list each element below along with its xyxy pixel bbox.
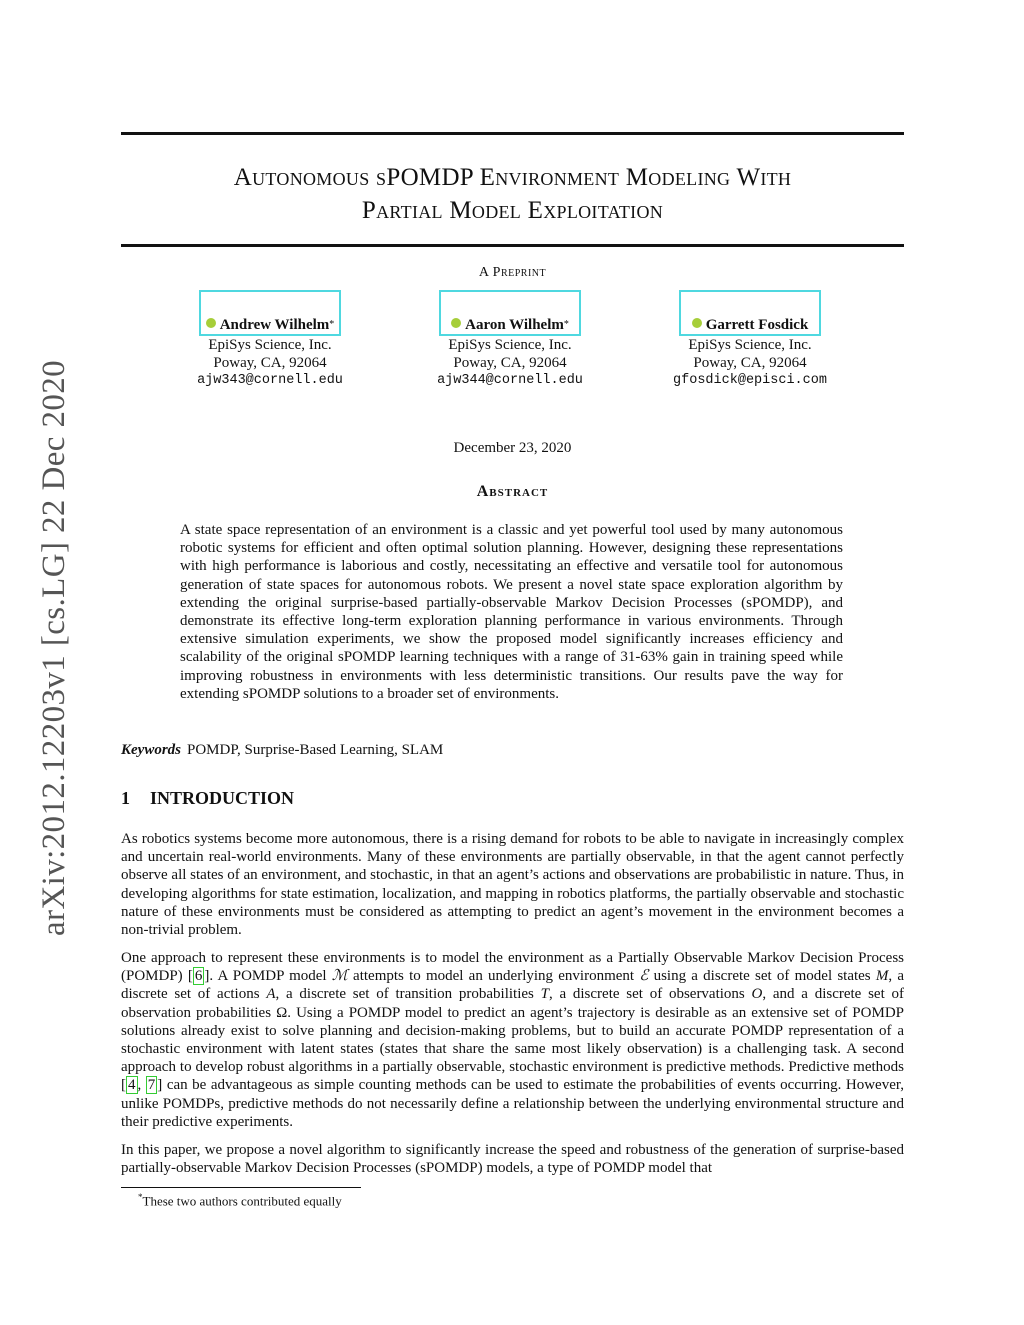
footnote-rule bbox=[121, 1187, 361, 1188]
orcid-icon[interactable] bbox=[692, 318, 702, 328]
arxiv-sidebar-id: arXiv:2012.12203v1 [cs.LG] 22 Dec 2020 bbox=[36, 359, 72, 937]
author-block bbox=[660, 290, 840, 390]
citation-link[interactable]: 4 bbox=[128, 1077, 136, 1094]
title-bottom-rule bbox=[121, 244, 904, 247]
abstract-text: A state space representation of an environment is a classic and yet powerful tool used by many autonomous robotic systems for efficient and often optimal solution planning. However, designing these representations with high performance is laborious and costly, necessitating an effective and versatile tool for autonomous generation of state spaces for autonomous robots. We present a novel state space exploration algorithm by extending the original surprise-based partially-observable Markov Decision Processes (sPOMDP), and demonstrate its effective long-term exploration planning performance in various environments. Through extensive simulation experiments, we show the proposed model significantly increases efficiency and scalability of the original sPOMDP learning techniques with a range of 31-63% gain in training speed while improving robustness in environments with less deterministic transitions. Our results pave the way for extending sPOMDP solutions to a broader set of environments. bbox=[180, 522, 843, 702]
author-location: Poway, CA, 92064 bbox=[213, 355, 327, 371]
intro-paragraph-2: One approach to represent these environments is to model the environment as a Partially Observable Markov Decision Process (POMDP) [ 6 ]. A POMDP model ℳ attempts to model an underlying environment ℰ using a discrete set of model states M, a discrete set of actions A, a discrete set of transition probabilities T, a discrete set of observations O, and a discrete set of observation probabilities Ω. Using a POMDP model to predict an agent’s trajectory is desirable as an extensive set of POMDP solutions already exist to solve planning and decision-making problems, but to build an accurate POMDP representation of a stochastic environment with latent states (states that share the same most likely observation) is a challenging task. A second approach to develop robust algorithms in a partially observable, stochastic environment is predictive methods. Predictive methods [ 4 , 7 ] can be advantageous as simple counting methods can be used to estimate the probabilities of events occurring. However, unlike POMDPs, predictive methods do not necessarily define a relationship between the underlying environmental structure and their predictive experiments. bbox=[121, 950, 905, 1130]
citation-link[interactable]: 7 bbox=[147, 1077, 156, 1094]
author-email: gfosdick@episci.com bbox=[673, 373, 827, 388]
author-name-link[interactable]: Garrett Fosdick bbox=[679, 290, 821, 336]
author-email: ajw344@cornell.edu bbox=[437, 373, 583, 388]
abstract-heading: Abstract bbox=[476, 483, 549, 500]
author-block bbox=[180, 290, 360, 390]
intro-paragraph-1: As robotics systems become more autonomous, there is a rising demand for robots to be able to navigate in increasingly complex and uncertain real-world environments. Many of these environments are partially observable, in that the agent cannot perfectly observe all states of an environment, and stochastic, in that an agent’s actions and observations are probabilistic in nature. Thus, in developing algorithms for state estimation, localization, and mapping in robotics platforms, the partially observable and stochastic nature of these environments must be considered as attempting to predict an agent’s movement in the environment becomes a non-trivial problem. bbox=[121, 831, 904, 939]
author-affiliation: EpiSys Science, Inc. bbox=[448, 337, 572, 353]
author-email: ajw343@cornell.edu bbox=[197, 373, 343, 388]
intro-paragraph-3: In this paper, we propose a novel algorithm to significantly increase the speed and robustness of the generation of surprise-based partially-observable Markov Decision Processes (sPOMDP) models, a type of POMDP model that bbox=[121, 1142, 904, 1177]
section-heading: 1 INTRODUCTION bbox=[121, 788, 295, 808]
preprint-label: A Preprint bbox=[478, 265, 547, 280]
author-name-link[interactable]: Andrew Wilhelm* bbox=[199, 290, 341, 336]
paper-date: December 23, 2020 bbox=[453, 440, 572, 456]
author-name-link[interactable]: Aaron Wilhelm* bbox=[439, 290, 581, 336]
author-block bbox=[420, 290, 600, 390]
footnote: *These two authors contributed equally bbox=[138, 1192, 342, 1209]
author-location: Poway, CA, 92064 bbox=[693, 355, 807, 371]
orcid-icon[interactable] bbox=[206, 318, 216, 328]
keywords bbox=[121, 742, 443, 759]
keywords-value: POMDP, Surprise-Based Learning, SLAM bbox=[187, 742, 444, 758]
citation-link[interactable]: 6 bbox=[194, 968, 203, 985]
keywords-label: Keywords bbox=[121, 742, 181, 758]
title-top-rule bbox=[121, 132, 904, 135]
orcid-icon[interactable] bbox=[451, 318, 461, 328]
paper-title-line2: Partial Model Exploitation bbox=[361, 197, 664, 224]
author-affiliation: EpiSys Science, Inc. bbox=[208, 337, 332, 353]
paper-title-line1: Autonomous sPOMDP Environment Modeling With bbox=[233, 164, 792, 191]
author-location: Poway, CA, 92064 bbox=[453, 355, 567, 371]
author-affiliation: EpiSys Science, Inc. bbox=[688, 337, 812, 353]
